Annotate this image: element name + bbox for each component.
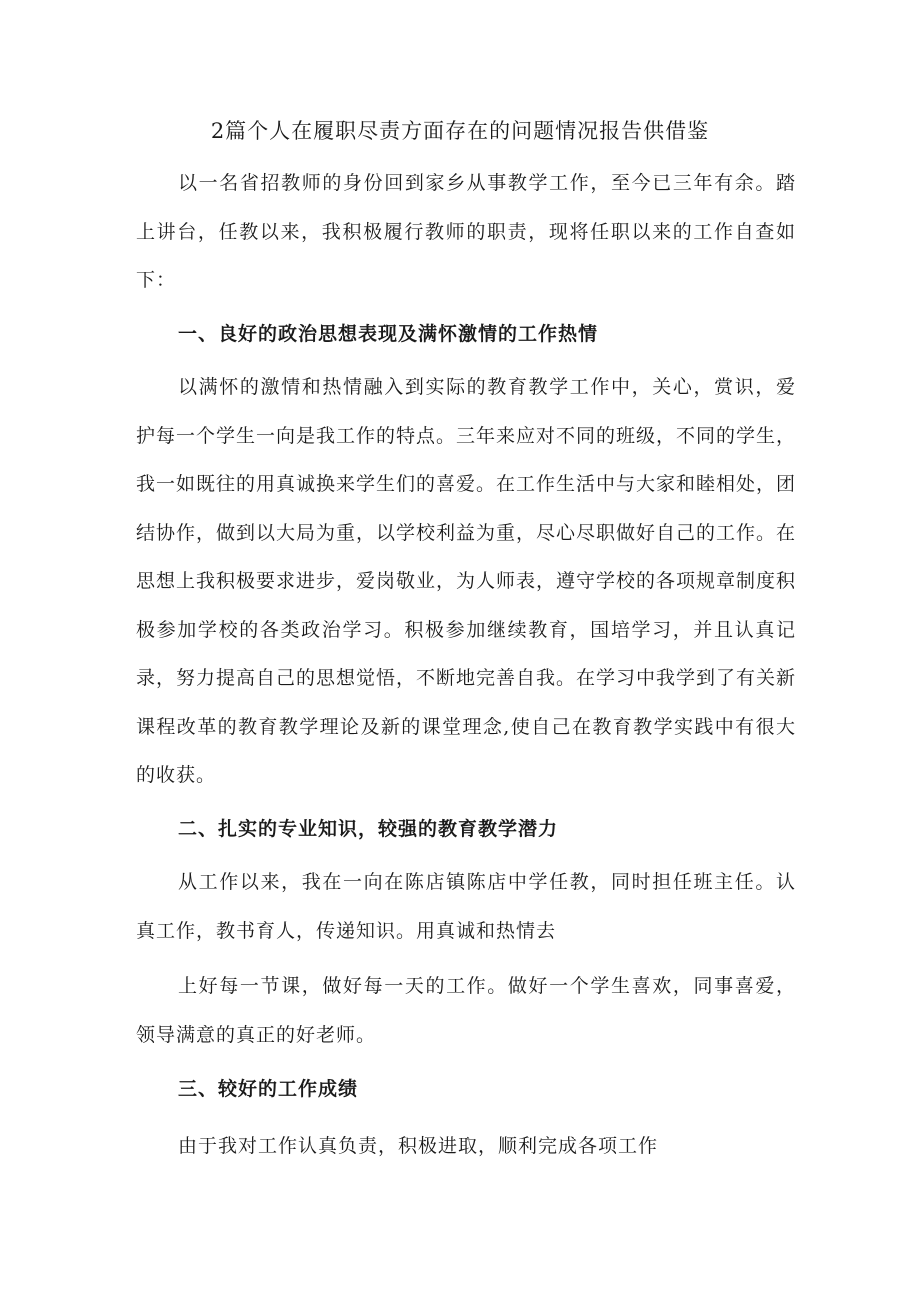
section-2-heading: 二、扎实的专业知识，较强的教育教学潜力: [178, 818, 559, 840]
section-3-heading: 三、较好的工作成绩: [178, 1078, 359, 1100]
intro-paragraph: 以一名省招教师的身份回到家乡从事教学工作，至今已三年有余。踏上讲台，任教以来，我积极履行教师的职责，现将任职以来的工作自查如下：: [136, 172, 796, 291]
document-title: 2篇个人在履职尽责方面存在的问题情况报告供借鉴: [210, 119, 710, 143]
section-1-paragraph: 以满怀的激情和热情融入到实际的教育教学工作中，关心，赏识，爱护每一个学生一向是我工作的特点。三年来应对不同的班级，不同的学生，我一如既往的用真诚换来学生们的喜爱。在工作生活中与大家和睦相处，团结协作，做到以大局为重，以学校利益为重，尽心尽职做好自己的工作。在思想上我积极要求进步，爱岗敬业，为人师表，遵守学校的各项规章制度积极参加学校的各类政治学习。积极参加继续教育，国培学习，并且认真记录，努力提高自己的思想觉悟，不断地完善自我。在学习中我学到了有关新课程改革的教育教学理论及新的课堂理念,使自己在教育教学实践中有很大的收获。: [136, 376, 797, 786]
section-2-paragraph-2: 上好每一节课，做好每一天的工作。做好一个学生喜欢，同事喜爱，领导满意的真正的好老师。: [136, 975, 796, 1046]
section-1-heading: 一、良好的政治思想表现及满怀激情的工作热情: [178, 323, 599, 345]
section-3-paragraph: 由于我对工作认真负责，积极进取，顺利完成各项工作: [178, 1135, 659, 1157]
section-2-paragraph-1: 从工作以来，我在一向在陈店镇陈店中学任教，同时担任班主任。认真工作，教书育人，传递知识。用真诚和热情去: [136, 871, 796, 942]
